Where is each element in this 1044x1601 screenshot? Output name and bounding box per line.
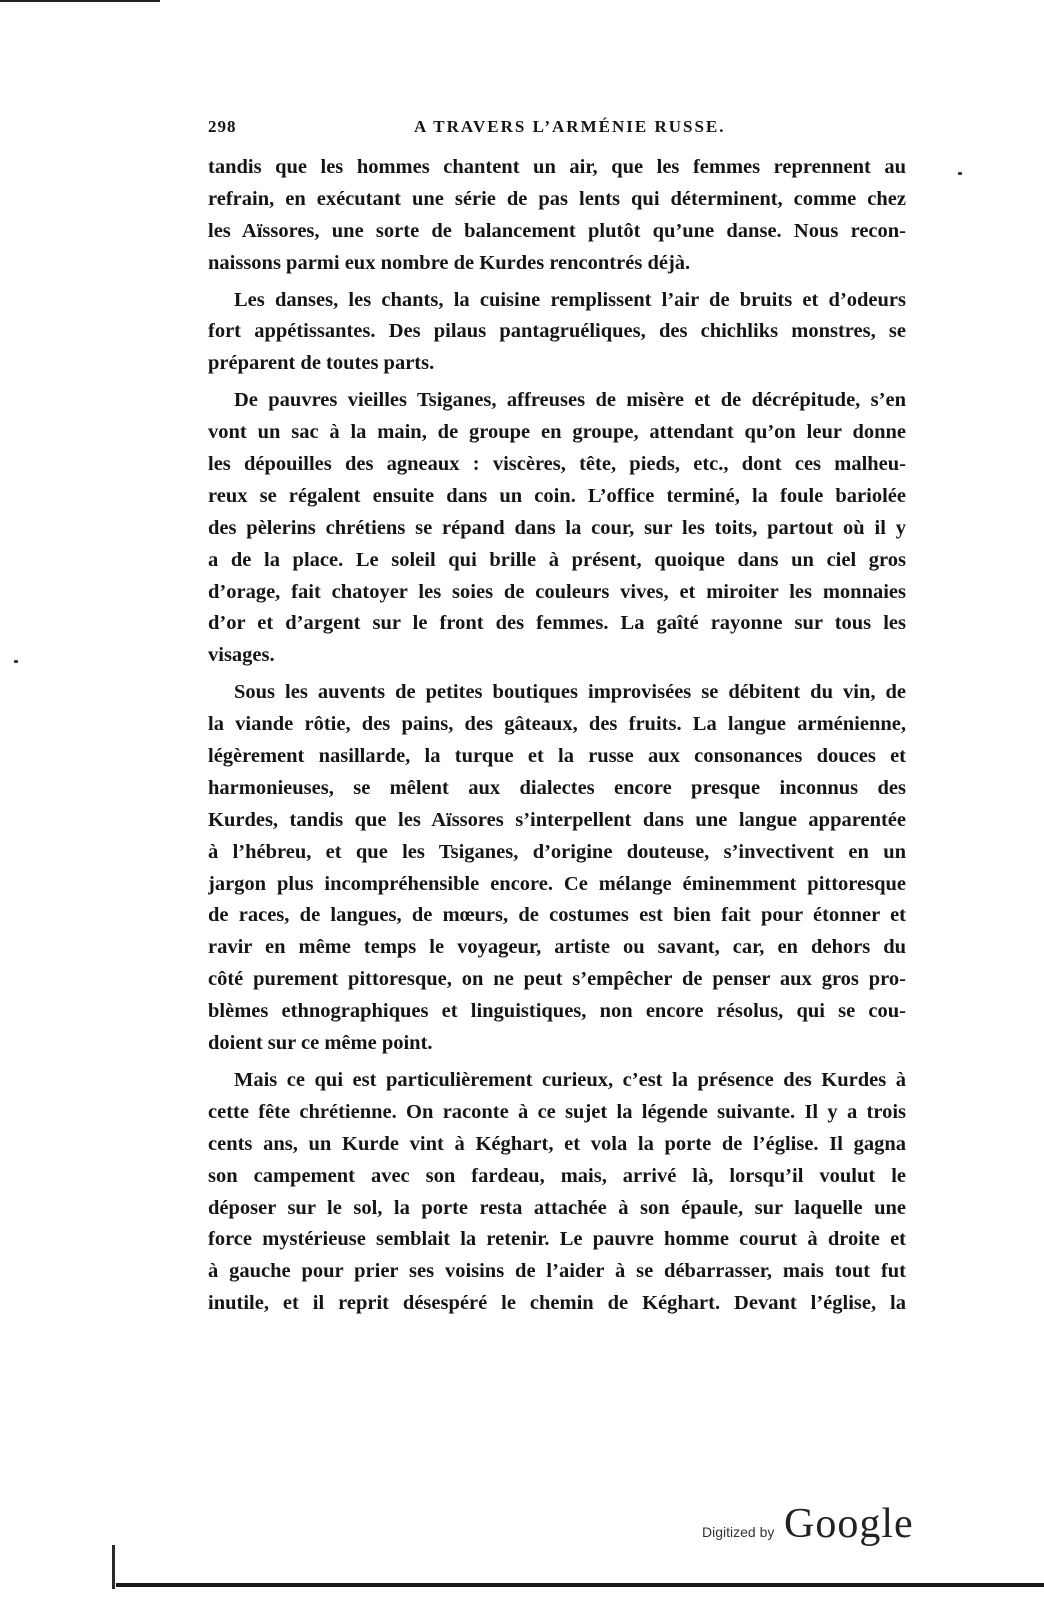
text-line: Mais ce qui est particulièrement curieux, c’est la présence des Kurdes à — [234, 1068, 906, 1091]
text-line: Sous les auvents de petites boutiques improvisées se débitent du vin, de — [234, 681, 906, 704]
running-title: A TRAVERS L’ARMÉNIE RUSSE. — [414, 117, 726, 136]
text-line: visages. — [208, 644, 275, 667]
text-line: refrain, en exécutant une série de pas lents qui déterminent, comme chez — [208, 187, 906, 210]
text-line: légèrement nasillarde, la turque et la russe aux consonances douces et — [208, 745, 906, 768]
scan-speck — [14, 660, 18, 663]
text-line: ravir en même temps le voyageur, artiste ou savant, car, en dehors du — [208, 936, 906, 959]
text-line: tandis que les hommes chantent un air, que les femmes reprennent au — [208, 156, 906, 178]
text-line: la viande rôtie, des pains, des gâteaux, des fruits. La langue arménienne, — [208, 713, 906, 736]
running-head — [208, 117, 910, 143]
text-line: à gauche pour prier ses voisins de l’aider à se débarrasser, mais tout fut — [208, 1260, 906, 1283]
text-line: de races, de langues, de mœurs, de costumes est bien fait pour étonner et — [208, 904, 906, 927]
text-line: vont un sac à la main, de groupe en groupe, attendant qu’on leur donne — [208, 421, 906, 444]
text-line: jargon plus incompréhensible encore. Ce mélange éminemment pittoresque — [208, 872, 906, 895]
scan-speck — [958, 172, 962, 175]
text-line: d’orage, fait chatoyer les soies de couleurs vives, et miroiter les monnaies — [208, 580, 906, 603]
text-line: cents ans, un Kurde vint à Kéghart, et vola la porte de l’église. Il gagna — [208, 1132, 906, 1155]
text-line: à l’hébreu, et que les Tsiganes, d’origine douteuse, s’invectivent en un — [208, 840, 906, 863]
paragraph-2 — [208, 285, 906, 381]
digitized-by-label: Digitized by — [702, 1524, 775, 1540]
text-line: force mystérieuse semblait la retenir. Le pauvre homme courut à droite et — [208, 1228, 906, 1251]
text-line: déposer sur le sol, la porte resta attachée à son épaule, sur laquelle une — [208, 1196, 906, 1219]
text-line: reux se régalent ensuite dans un coin. L’office terminé, la foule bariolée — [208, 484, 906, 507]
text-line: blèmes ethnographiques et linguistiques, non encore résolus, qui se cou- — [208, 1000, 906, 1023]
text-line: préparent de toutes parts. — [208, 352, 435, 375]
text-line: des pèlerins chrétiens se répand dans la cour, sur les toits, partout où il y — [208, 516, 906, 539]
text-line: cette fête chrétienne. On raconte à ce sujet la légende suivante. Il y a trois — [208, 1100, 906, 1123]
text-line: a de la place. Le soleil qui brille à présent, quoique dans un ciel gros — [208, 548, 906, 571]
text-line: harmonieuses, se mêlent aux dialectes encore presque inconnus des — [208, 776, 906, 799]
text-line: les Aïssores, une sorte de balancement plutôt qu’une danse. Nous recon- — [208, 219, 906, 242]
text-line: côté purement pittoresque, on ne peut s’empêcher de penser aux gros pro- — [208, 968, 906, 991]
paragraph-5 — [208, 1065, 906, 1320]
text-line: inutile, et il reprit désespéré le chemin de Kéghart. Devant l’église, la — [208, 1292, 906, 1315]
text-line: naissons parmi eux nombre de Kurdes rencontrés déjà. — [208, 251, 691, 274]
body-text — [208, 152, 906, 1325]
text-line: Kurdes, tandis que les Aïssores s’interpellent dans une langue apparentée — [208, 808, 906, 831]
text-line: d’or et d’argent sur le front des femmes. La gaîté rayonne sur tous les — [208, 612, 906, 635]
digitized-by-google-watermark — [700, 1500, 920, 1550]
text-line: les dépouilles des agneaux : viscères, tête, pieds, etc., dont ces malheu- — [208, 453, 906, 476]
text-line: son campement avec son fardeau, mais, arrivé là, lorsqu’il voulut le — [208, 1164, 906, 1187]
paragraph-1 — [208, 152, 906, 280]
paragraph-3 — [208, 385, 906, 672]
google-logo: Google — [784, 1501, 914, 1547]
scan-edge-bottom — [116, 1583, 1044, 1587]
text-line: De pauvres vieilles Tsiganes, affreuses de misère et de décrépitude, s’en — [234, 389, 906, 412]
text-line: doient sur ce même point. — [208, 1032, 433, 1055]
scan-edge-left — [112, 1545, 115, 1589]
text-line: fort appétissantes. Des pilaus pantagruéliques, des chichliks monstres, se — [208, 320, 906, 343]
scan-edge-top — [0, 0, 160, 2]
page-number: 298 — [208, 117, 237, 136]
paragraph-4 — [208, 677, 906, 1060]
text-line: Les danses, les chants, la cuisine remplissent l’air de bruits et d’odeurs — [234, 288, 906, 311]
